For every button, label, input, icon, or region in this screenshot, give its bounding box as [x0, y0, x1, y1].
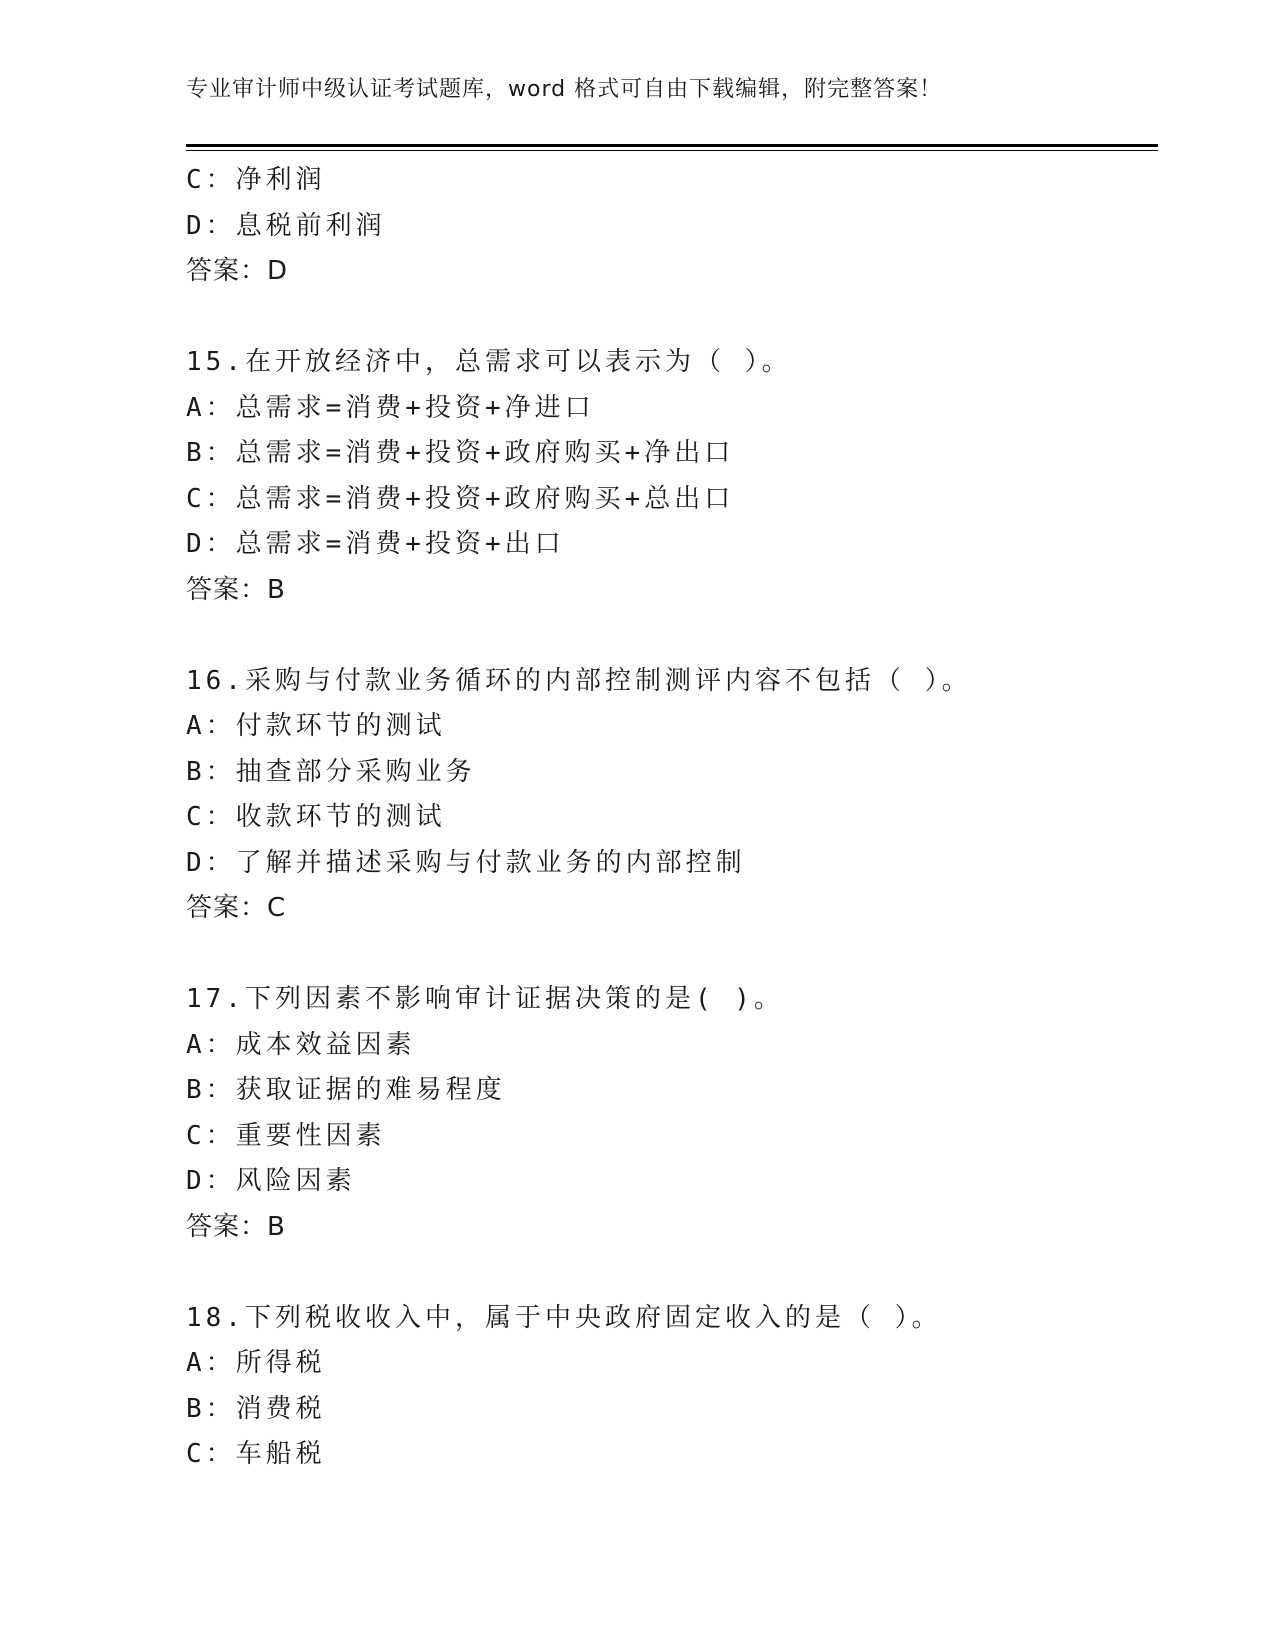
option-line: B：消费税 [186, 1393, 326, 1424]
option-line: B：抽查部分采购业务 [186, 756, 476, 787]
answer-line: 答案：C [186, 893, 287, 923]
option-line: D：总需求=消费+投资+出口 [186, 529, 565, 559]
option-line: C：净利润 [186, 165, 326, 195]
option-line: A：总需求=消费+投资+净进口 [186, 392, 595, 423]
answer-line: 答案：B [186, 574, 286, 605]
option-line: C：重要性因素 [186, 1120, 386, 1151]
option-line: A：成本效益因素 [186, 1029, 416, 1060]
spacer [186, 295, 1158, 341]
option-line: C：车船税 [186, 1439, 326, 1469]
option-line: D：风险因素 [186, 1166, 356, 1196]
spacer [186, 613, 1158, 659]
header-rule-thin [186, 150, 1158, 151]
header-rule-thick [186, 144, 1158, 147]
question-list [186, 158, 1158, 1478]
option-line: A：付款环节的测试 [186, 711, 446, 741]
option-line: D：息税前利润 [186, 210, 386, 241]
answer-line: 答案：D [186, 256, 289, 286]
spacer [186, 932, 1158, 978]
option-line: B：总需求=消费+投资+政府购买+净出口 [186, 438, 735, 468]
question-stem: 17.下列因素不影响审计证据决策的是( )。 [186, 984, 784, 1014]
option-line: B：获取证据的难易程度 [186, 1075, 506, 1105]
page-header: 专业审计师中级认证考试题库，word 格式可自由下载编辑，附完整答案！ [186, 77, 943, 102]
option-line: A：所得税 [186, 1348, 326, 1378]
answer-line: 答案：B [186, 1211, 286, 1242]
spacer [186, 1250, 1158, 1296]
option-line: C：总需求=消费+投资+政府购买+总出口 [186, 483, 735, 514]
question-stem: 18.下列税收收入中，属于中央政府固定收入的是（ ）。 [186, 1302, 942, 1333]
option-line: D：了解并描述采购与付款业务的内部控制 [186, 847, 746, 878]
option-line: C：收款环节的测试 [186, 802, 446, 832]
question-stem: 16.采购与付款业务循环的内部控制测评内容不包括（ ）。 [186, 665, 972, 696]
question-stem: 15.在开放经济中，总需求可以表示为（ ）。 [186, 347, 792, 377]
